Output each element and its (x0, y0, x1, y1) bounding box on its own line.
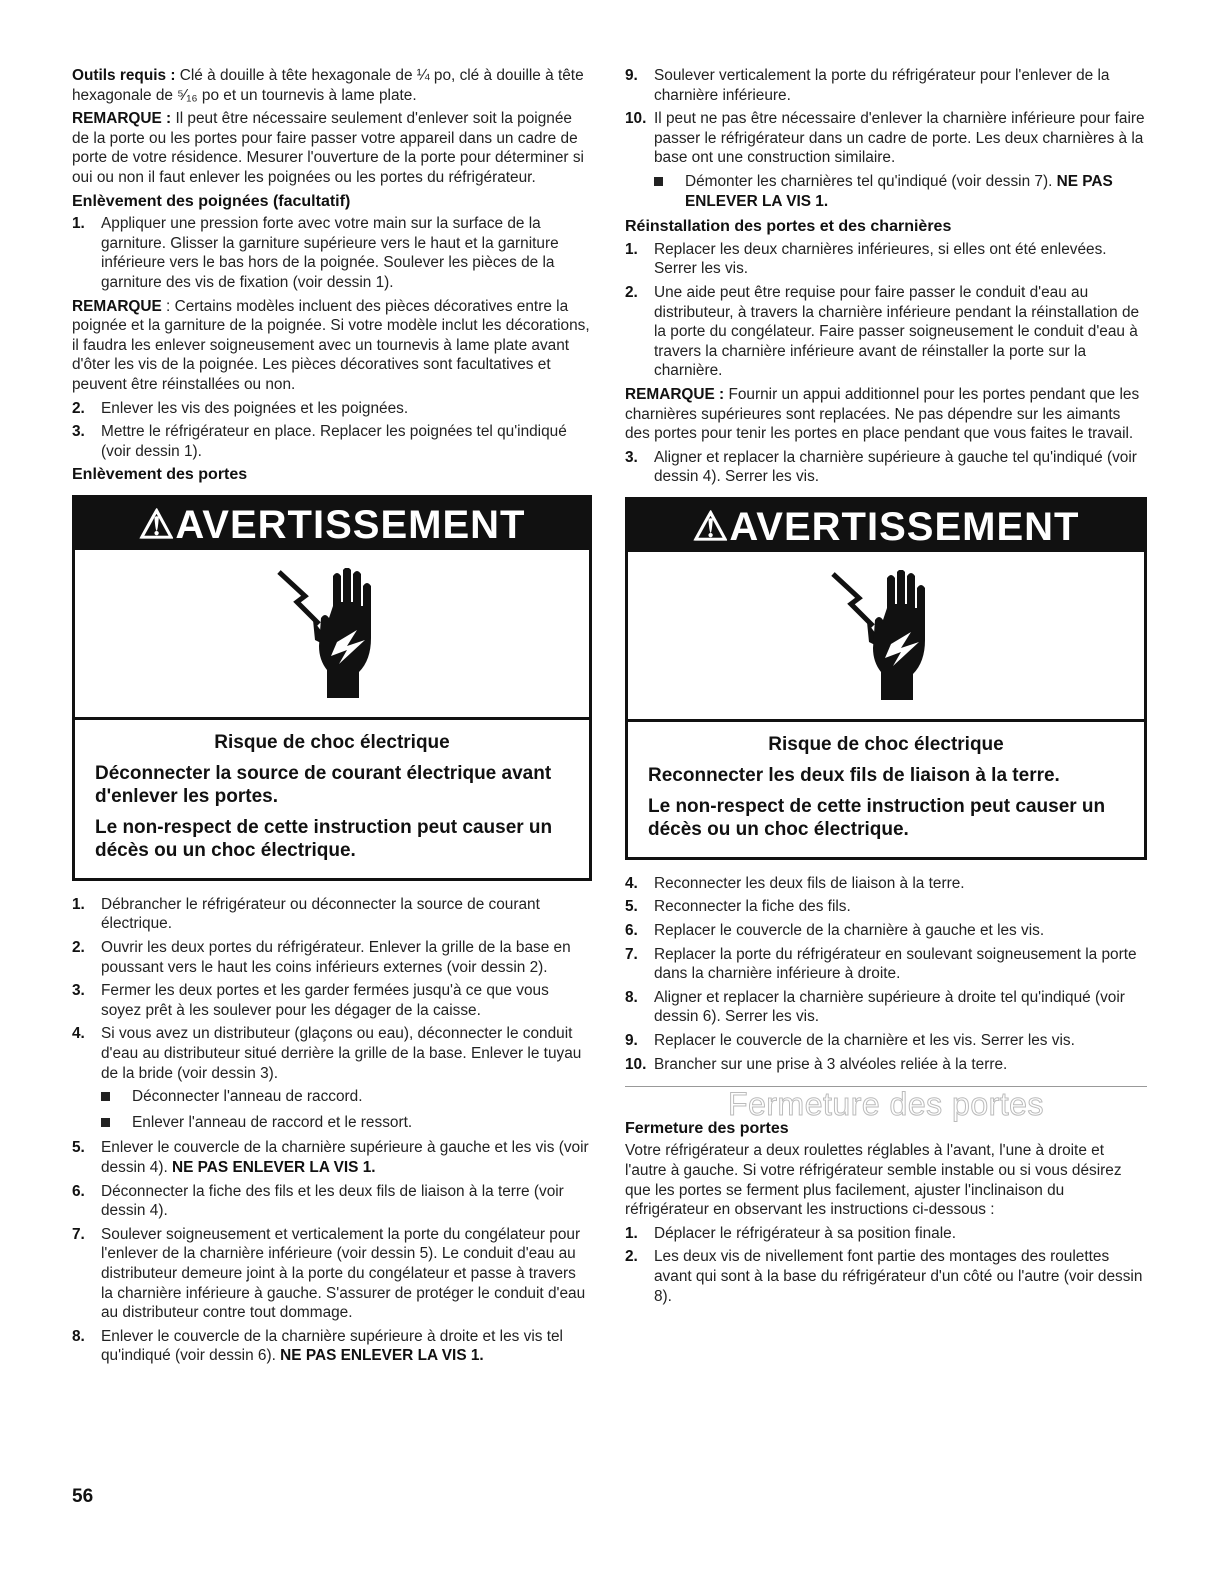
warning-line: Reconnecter les deux fils de liaison à la terre. (648, 764, 1060, 786)
step-number: 6. (625, 922, 638, 940)
list-item (72, 1138, 592, 1177)
step-number: 9. (625, 1032, 638, 1050)
step-number: 2. (72, 399, 85, 417)
step-text: Déplacer le réfrigérateur à sa position finale. (654, 1224, 956, 1242)
list-item (625, 1224, 1147, 1244)
step-number: 9. (625, 67, 638, 84)
note-paragraph (72, 297, 592, 395)
step-number: 3. (625, 448, 638, 466)
step-number: 7. (72, 1225, 85, 1243)
step-text: Soulever verticalement la porte du réfrigérateur pour l'enlever de la charnière inférieure. (654, 67, 1110, 104)
tools-text: Clé à douille à tête hexagonale de ¼ po, clé à douille à tête hexagonale de ⁵⁄₁₆ po et un tournevis à lame plate. (72, 67, 584, 104)
step-text: Si vous avez un distributeur (glaçons ou eau), déconnecter le conduit d'eau au distributeur situé derrière la grille de la base. Enlever le tuyau de la bride (voir dessin 3). (101, 1025, 582, 1082)
step-text: Soulever soigneusement et verticalement la porte du congélateur pour l'enlever de la charnière inférieure (voir dessin 5). Le conduit d'eau au distributeur demeure joint à la porte du congélateur et passe à travers la charnière inférieure à gauche. S'assurer de protéger le conduit d'eau au distributeur contre tout dommage. (101, 1225, 586, 1322)
step-text: Enlever les vis des poignées et les poignées. (101, 399, 409, 417)
note-paragraph (72, 109, 592, 187)
list-item (625, 945, 1147, 984)
left-column (72, 66, 592, 1370)
list-item (625, 874, 1147, 894)
step-text: Replacer le couvercle de la charnière à gauche et les vis. (654, 922, 1045, 940)
warning-title: ⚠AVERTISSEMENT (628, 500, 1144, 552)
handles-steps-cont (72, 399, 592, 462)
bullet-emphasis: NE PAS ENLEVER LA VIS 1. (685, 172, 1113, 210)
step10-bullets (625, 172, 1147, 211)
warning-text (75, 720, 589, 878)
section-heading-reinstall: Réinstallation des portes et des charnières (625, 218, 952, 236)
step-number: 4. (72, 1025, 85, 1043)
step-text: Aligner et replacer la charnière supérieure à gauche tel qu'indiqué (voir dessin 4). Serrer les vis. (654, 448, 1137, 486)
door-removal-steps-cont (72, 1138, 592, 1366)
step-text: Replacer la porte du réfrigérateur en soulevant soigneusement la porte dans la charnière inférieure à droite. (654, 945, 1137, 983)
step-number: 7. (625, 945, 638, 963)
warning-box (625, 497, 1147, 860)
warning-line: Risque de choc électrique (214, 731, 450, 753)
list-item (72, 938, 592, 977)
step-number: 10. (625, 1055, 647, 1073)
bullet-text: Enlever l'anneau de raccord et le ressort. (132, 1113, 413, 1131)
list-item (101, 1113, 592, 1133)
list-item (654, 172, 1147, 211)
note-text: : Certains modèles incluent des pièces décoratives entre la poignée et la garniture de la poignée. Si votre modèle inclut les décorations, il faudra les enlever soigneusement avec un tournevis à lame plate avant d'ôter les vis de la poignée. Les pièces décoratives sont facultatives et peuvent être réinstallées ou non. (72, 297, 590, 393)
warning-line: Le non-respect de cette instruction peut causer un décès ou un choc électrique. (648, 795, 1106, 840)
warning-line: Déconnecter la source de courant électrique avant d'enlever les portes. (95, 762, 552, 807)
step-number: 8. (72, 1327, 85, 1345)
note-text: Fournir un appui additionnel pour les portes pendant que les charnières supérieures sont replacées. Ne pas dépendre sur les aimants des portes pour tenir les portes en place pendant que vous faites le travail. (625, 385, 1140, 443)
warning-line: Le non-respect de cette instruction peut causer un décès ou un choc électrique. (95, 816, 553, 861)
list-item (625, 283, 1147, 381)
list-item (72, 981, 592, 1020)
step-text: Déconnecter la fiche des fils et les deux fils de liaison à la terre (voir dessin 4). (101, 1182, 564, 1220)
bullet-body: Démonter les charnières tel qu'indiqué (voir dessin 7). (685, 172, 1057, 190)
step-number: 1. (625, 240, 638, 258)
step4-bullets (72, 1087, 592, 1132)
note-paragraph (625, 385, 1147, 444)
warning-title: ⚠AVERTISSEMENT (75, 498, 589, 550)
step-number: 1. (72, 215, 85, 233)
list-item (625, 897, 1147, 917)
step-text: Une aide peut être requise pour faire passer le conduit d'eau au distributeur, à travers la charnière inférieure pendant la réinstallation de la porte du congélateur. Faire passer soigneusement le conduit d'eau à travers la charnière inférieure avant de réinstaller la porte sur la charnière. (654, 283, 1140, 380)
bullet-square-icon (101, 1092, 110, 1101)
step-number: 1. (72, 895, 85, 913)
step-number: 6. (72, 1182, 85, 1200)
step-text: Brancher sur une prise à 3 alvéoles reliée à la terre. (654, 1055, 1008, 1073)
step-number: 2. (625, 1248, 638, 1266)
list-item (72, 1182, 592, 1221)
page-number: 56 (72, 1486, 94, 1507)
step-number: 5. (72, 1139, 85, 1157)
bullet-text: Déconnecter l'anneau de raccord. (132, 1088, 363, 1106)
bullet-text (685, 172, 1147, 211)
step-text: Les deux vis de nivellement font partie des montages des roulettes avant qui sont à la base du réfrigérateur d'un côté ou l'autre (voir dessin 8). (654, 1248, 1143, 1305)
door-removal-steps-end (625, 66, 1147, 168)
step-emphasis: NE PAS ENLEVER LA VIS 1. (280, 1347, 484, 1365)
shock-hazard-figure (75, 550, 589, 720)
note-label: REMARQUE : (625, 385, 725, 403)
step-number: 3. (72, 423, 85, 441)
step-emphasis: NE PAS ENLEVER LA VIS 1. (172, 1159, 376, 1176)
list-item (72, 895, 592, 934)
bullet-square-icon (654, 177, 663, 186)
list-item (625, 240, 1147, 279)
step-body: Enlever le couvercle de la charnière supérieure à droite et les vis tel qu'indiqué (voir dessin 6). (101, 1327, 563, 1365)
list-item (72, 1024, 592, 1083)
closing-paragraph: Votre réfrigérateur a deux roulettes réglables à l'avant, l'une à droite et l'autre à gauche. Si votre réfrigérateur semble instable ou si vous désirez que les portes se ferment plus facilement, ajuster l'inclinaison du réfrigérateur en observant les instructions ci-dessous : (625, 1142, 1122, 1219)
reinstall-steps-cont (625, 448, 1147, 487)
step-text: Replacer les deux charnières inférieures, si elles ont été enlevées. Serrer les vis. (654, 240, 1107, 278)
step-number: 4. (625, 874, 638, 892)
warning-line: Risque de choc électrique (768, 733, 1004, 755)
step-text: Aligner et replacer la charnière supérieure à droite tel qu'indiqué (voir dessin 6). Serrer les vis. (654, 988, 1125, 1026)
step-number: 10. (625, 110, 647, 128)
list-item (72, 1225, 592, 1323)
section-heading-closing: Fermeture des portes (625, 1119, 789, 1137)
list-item (625, 1031, 1147, 1051)
list-item (72, 399, 592, 419)
warning-text (628, 722, 1144, 857)
reinstall-steps (625, 240, 1147, 381)
section-heading-doors: Enlèvement des portes (72, 466, 248, 484)
list-item (72, 1327, 592, 1366)
list-item (101, 1087, 592, 1107)
step-text: Replacer le couvercle de la charnière et les vis. Serrer les vis. (654, 1032, 1075, 1050)
step-text: Reconnecter les deux fils de liaison à la terre. (654, 874, 965, 892)
list-item (625, 66, 1147, 105)
step-text: Mettre le réfrigérateur en place. Replacer les poignées tel qu'indiqué (voir dessin 1). (101, 423, 567, 460)
warning-box (72, 495, 592, 881)
list-item (625, 988, 1147, 1027)
tools-label: Outils requis : (72, 67, 176, 84)
step-text: Appliquer une pression forte avec votre main sur la surface de la garniture. Glisser la garniture supérieure vers le haut et la garniture inférieure vers le bas hors de la poignée. Soulever les pièces de la garniture des vis de fixation (voir dessin 1). (101, 215, 559, 291)
section-banner: Fermeture des portes (728, 1086, 1044, 1123)
step-text: Fermer les deux portes et les garder fermées jusqu'à ce que vous soyez prêt à les soulever pour les dégager de la caisse. (101, 982, 549, 1019)
step-number: 3. (72, 982, 85, 1000)
note-text: Il peut être nécessaire seulement d'enlever soit la poignée de la porte ou les portes pour faire passer votre appareil dans un cadre de porte de votre résidence. Mesurer l'ouverture de la porte pour déterminer si oui ou non il faut enlever les poignées ou les portes du réfrigérateur. (72, 110, 584, 186)
section-heading-handles: Enlèvement des poignées (facultatif) (72, 192, 351, 210)
electric-shock-hand-icon (829, 570, 943, 702)
electric-shock-hand-icon (275, 568, 389, 700)
list-item (625, 448, 1147, 487)
list-item (625, 109, 1147, 168)
list-item (72, 422, 592, 461)
step-text (101, 1327, 592, 1366)
list-item (72, 214, 592, 292)
step-text: Il peut ne pas être nécessaire d'enlever la charnière inférieure pour faire passer le réfrigérateur dans un cadre de porte. Les deux charnières à la base ont une construction similaire. (654, 110, 1145, 167)
note-label: REMARQUE : (72, 110, 172, 128)
step-number: 5. (625, 898, 638, 916)
handles-steps (72, 214, 592, 292)
list-item (625, 1055, 1147, 1075)
shock-hazard-figure (628, 552, 1144, 722)
step-text: Ouvrir les deux portes du réfrigérateur. Enlever la grille de la base en poussant vers le haut les coins inférieurs externes (voir dessin 2). (101, 939, 571, 976)
bullet-square-icon (101, 1118, 110, 1127)
note-label: REMARQUE (72, 297, 162, 315)
step-number: 2. (625, 283, 638, 301)
step-number: 2. (72, 939, 85, 957)
step-number: 1. (625, 1224, 638, 1242)
step-text: Débrancher le réfrigérateur ou déconnecter la source de courant électrique. (101, 895, 540, 933)
door-removal-steps (72, 895, 592, 1083)
step-text (101, 1138, 592, 1177)
right-column (625, 66, 1147, 1310)
step-body: Enlever le couvercle de la charnière supérieure à gauche et les vis (voir dessin 4). (101, 1139, 589, 1176)
tools-paragraph (72, 66, 592, 105)
step-text: Reconnecter la fiche des fils. (654, 898, 851, 916)
list-item (625, 921, 1147, 941)
closing-steps (625, 1224, 1147, 1306)
list-item (625, 1247, 1147, 1306)
step-number: 8. (625, 988, 638, 1006)
reinstall-steps-final (625, 874, 1147, 1074)
